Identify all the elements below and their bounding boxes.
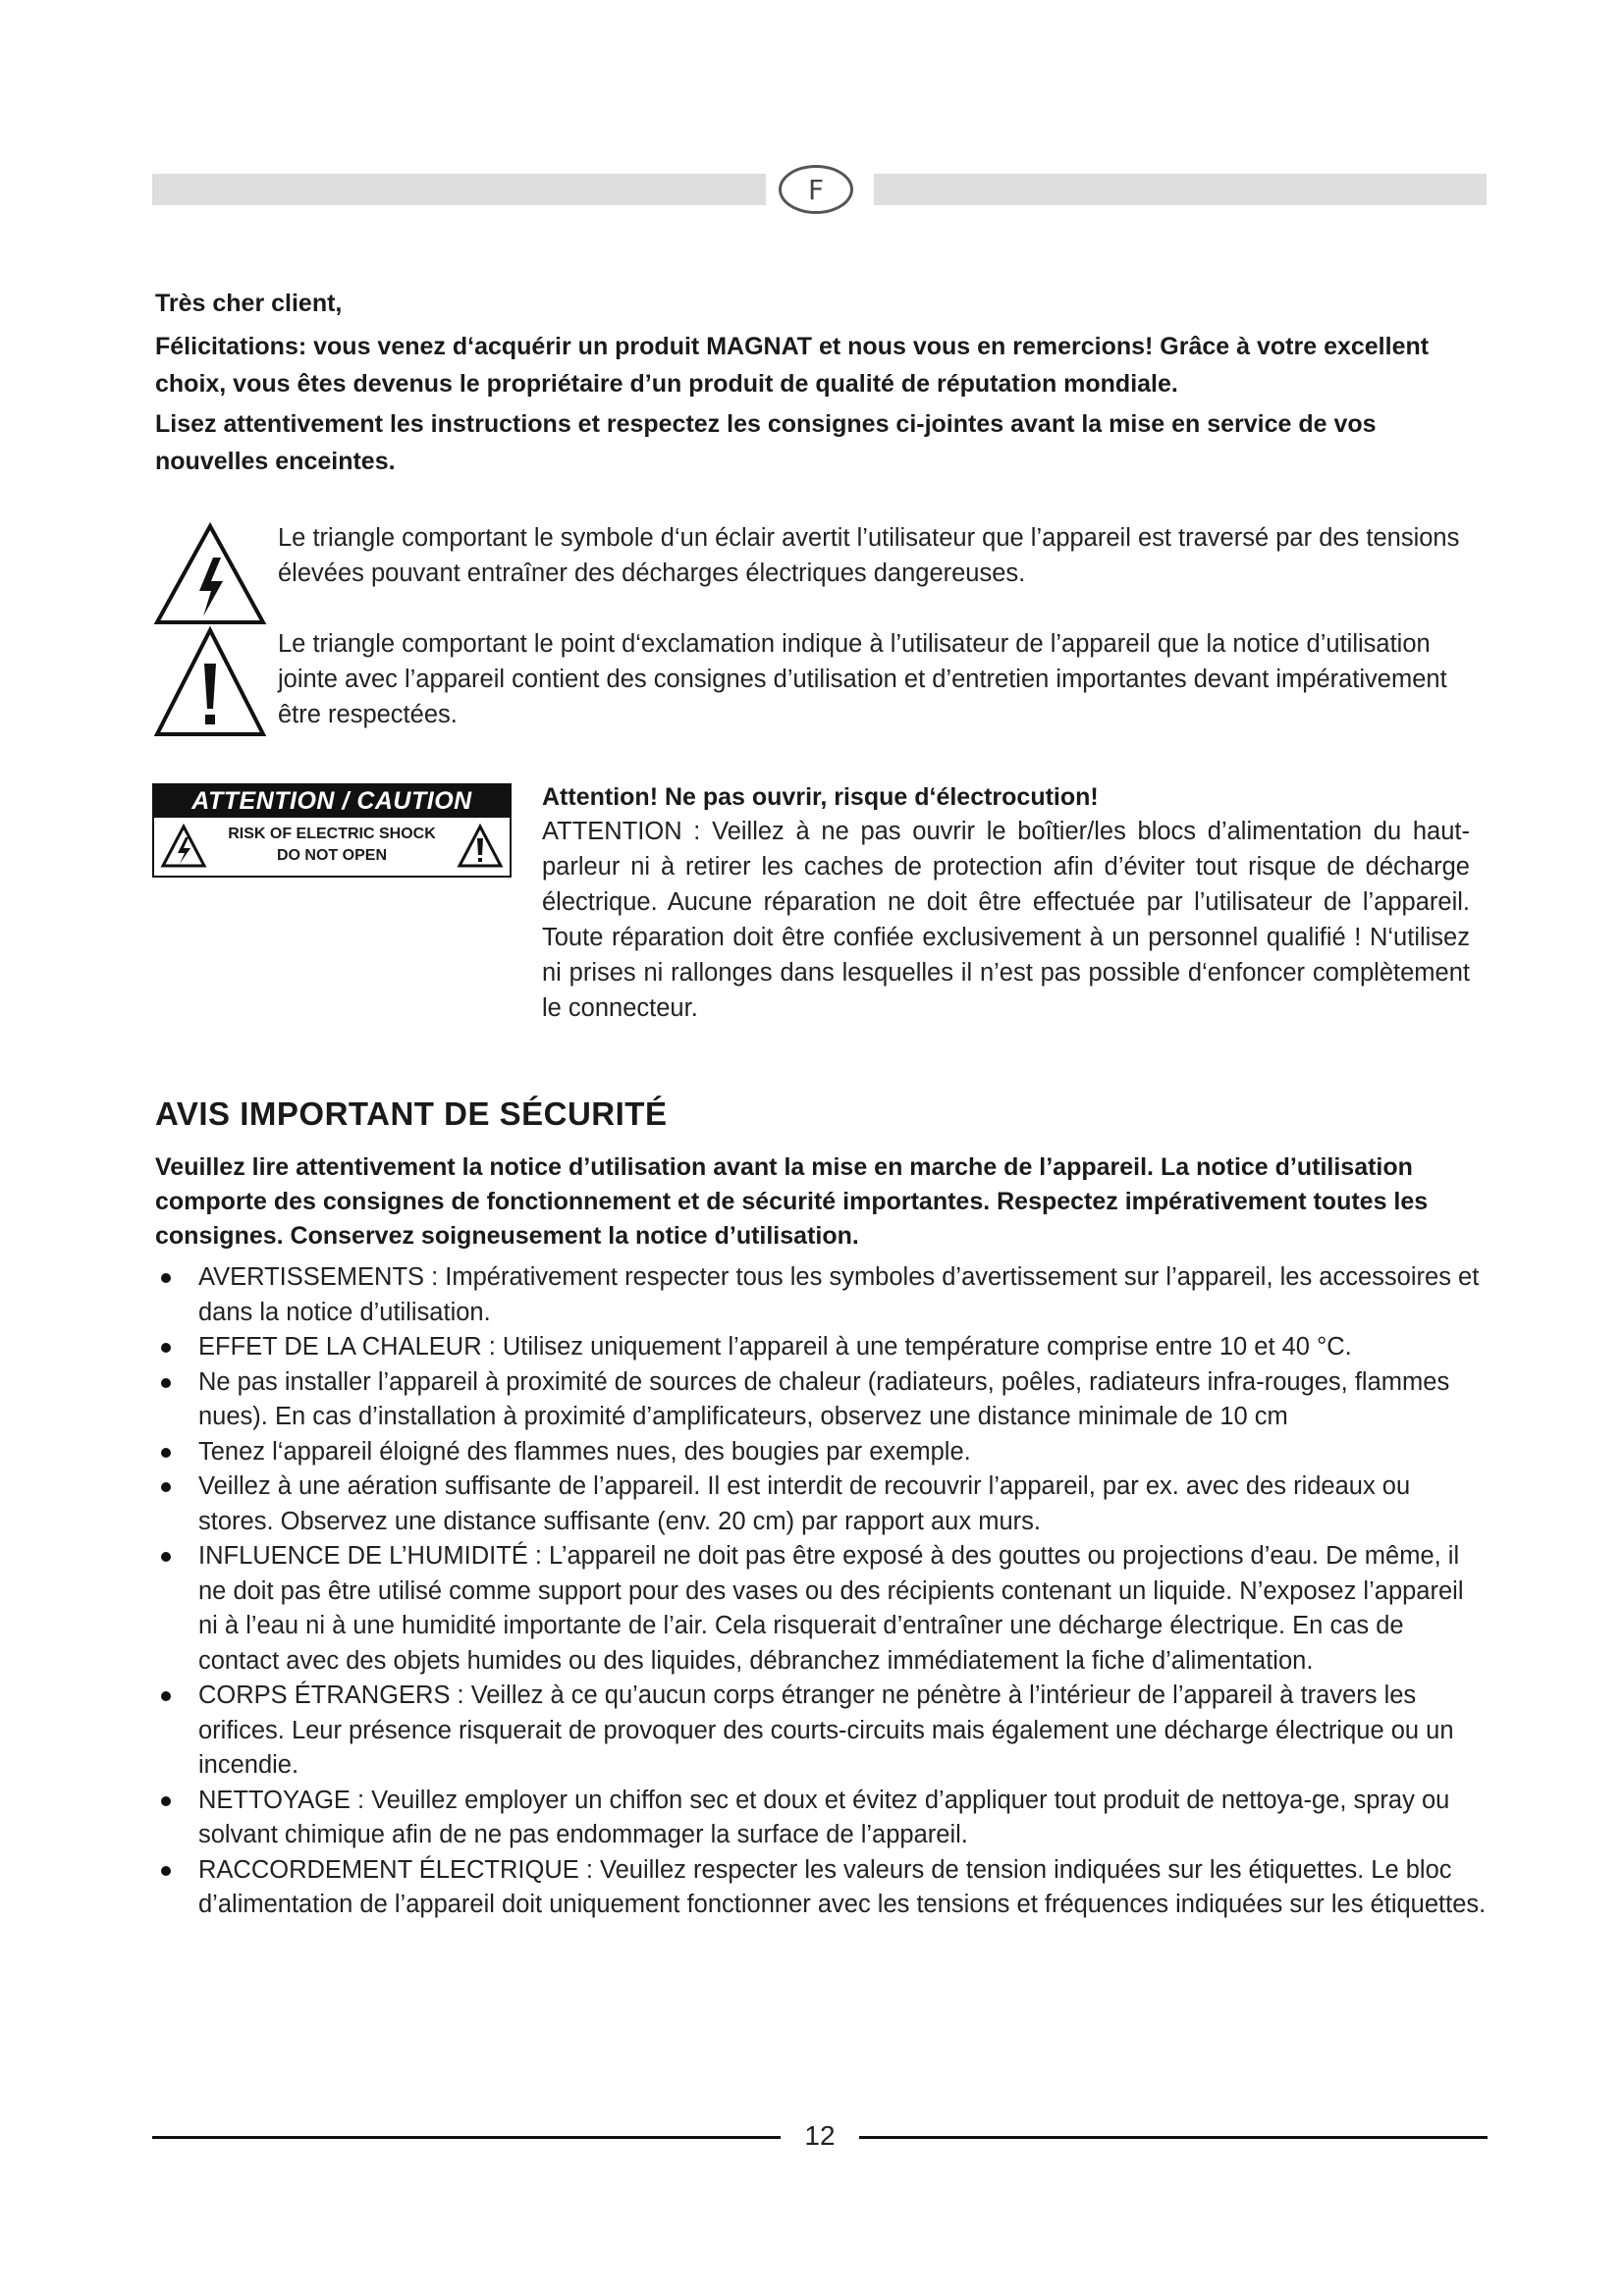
list-item: AVERTISSEMENTS : Impérativement respecter tous les symboles d’avertissement sur l’appareil, les accessoires et dans la notice d’utilisation.	[155, 1260, 1487, 1330]
list-item: EFFET DE LA CHALEUR : Utilisez uniquement l’appareil à une température comprise entre 10 et 40 °C.	[155, 1330, 1487, 1365]
caution-label-title: ATTENTION / CAUTION	[154, 785, 510, 818]
list-item: Ne pas installer l’appareil à proximité de sources de chaleur (radiateurs, poêles, radiateurs infra-rouges, flammes nues). En cas d’installation à proximité d’amplificateurs, observez une distance minimale de 10 cm	[155, 1365, 1487, 1435]
read-instructions-text: Lisez attentivement les instructions et respectez les consignes ci-jointes avant la mise en service de vos nouvelles enceintes.	[155, 410, 1377, 475]
safety-intro: Veuillez lire attentivement la notice d’utilisation avant la mise en marche de l’appareil. La notice d’utilisation comporte des consignes de fonctionnement et de sécurité importantes. Respectez impérativement toutes les consignes. Conservez soigneusement la notice d’utilisation.	[155, 1153, 1429, 1250]
bullet-icon	[161, 1552, 171, 1562]
page-number: 12	[804, 2120, 836, 2151]
caution-label-line2: DO NOT OPEN	[276, 847, 387, 864]
header-band-right	[874, 174, 1487, 205]
bullet-icon	[161, 1273, 171, 1283]
caution-label	[152, 783, 512, 878]
greeting: Très cher client,	[155, 290, 343, 317]
congratulations-text: Félicitations: vous venez d‘acquérir un produit MAGNAT et nous vous en remercions! Grâce à votre excellent choix, vous êtes devenus le propriétaire d’un produit de qualité de réputation mondiale.	[155, 333, 1430, 398]
lightning-warning-text: Le triangle comportant le symbole d‘un éclair avertit l’utilisateur que l’appareil est traversé par des tensions élevées pouvant entraîner des décharges électriques dangereuses.	[278, 524, 1460, 587]
bullet-icon	[161, 1448, 171, 1458]
bullet-icon	[161, 1866, 171, 1876]
footer-rule-left	[152, 2136, 781, 2139]
caution-exclamation-icon	[457, 824, 504, 869]
footer-rule-right	[859, 2136, 1488, 2139]
safety-section-title: AVIS IMPORTANT DE SÉCURITÉ	[155, 1095, 668, 1132]
exclamation-warning-text: Le triangle comportant le point d‘exclamation indique à l’utilisateur de l’appareil que la notice d’utilisation jointe avec l’appareil contient des consignes d’utilisation et d’entretien importantes devant impérativement être respectées.	[278, 630, 1447, 728]
list-item: Veillez à une aération suffisante de l’appareil. Il est interdit de recouvrir l’appareil, par ex. avec des rideaux ou stores. Observez une distance suffisante (env. 20 cm) par rapport aux murs.	[155, 1469, 1487, 1539]
attention-block	[542, 780, 1470, 1026]
attention-body: ATTENTION : Veillez à ne pas ouvrir le boîtier/les blocs d’alimentation du haut-parleur ni à retirer les caches de protection afin d’éviter tout risque de décharge électrique. Aucune réparation ne doit être effectuée par l’utilisateur de l’appareil. Toute réparation doit être confiée exclusivement à un personnel qualifié ! N‘utilisez ni prises ni rallonges dans lesquelles il n’est pas possible d‘enfoncer complètement le connecteur.	[542, 818, 1470, 1022]
list-item: NETTOYAGE : Veuillez employer un chiffon sec et doux et évitez d’appliquer tout produit de nettoya-ge, spray ou solvant chimique afin de ne pas endommager la surface de l’appareil.	[155, 1784, 1487, 1853]
caution-label-line1: RISK OF ELECTRIC SHOCK	[228, 826, 436, 842]
exclamation-warning-icon	[152, 626, 268, 739]
list-item: RACCORDEMENT ÉLECTRIQUE : Veuillez respecter les valeurs de tension indiquées sur les étiquettes. Le bloc d’alimentation de l’appareil doit uniquement fonctionner avec les tensions et fréquences indiquées sur les étiquettes.	[155, 1853, 1487, 1923]
bullet-icon	[161, 1378, 171, 1388]
safety-list	[155, 1260, 1487, 1923]
attention-title: Attention! Ne pas ouvrir, risque d‘électrocution!	[542, 783, 1099, 811]
list-item: CORPS ÉTRANGERS : Veillez à ce qu’aucun corps étranger ne pénètre à l’intérieur de l’appareil à travers les orifices. Leur présence risquerait de provoquer des courts-circuits mais également une décharge électrique ou un incendie.	[155, 1679, 1487, 1784]
list-item: INFLUENCE DE L’HUMIDITÉ : L’appareil ne doit pas être exposé à des gouttes ou projections d’eau. De même, il ne doit pas être utilisé comme support pour des vases ou des récipients contenant un liquide. N’exposez l’appareil ni à l’eau ni à une humidité importante de l’air. Cela risquerait d’entraîner une décharge électrique. En cas de contact avec des objets humides ou des liquides, débranchez immédiatement la fiche d’alimentation.	[155, 1539, 1487, 1679]
list-item: Tenez l‘appareil éloigné des flammes nues, des bougies par exemple.	[155, 1435, 1487, 1470]
header-band-left	[152, 174, 766, 205]
bullet-icon	[161, 1482, 171, 1492]
bullet-icon	[161, 1796, 171, 1806]
bullet-icon	[161, 1691, 171, 1701]
lightning-warning-icon	[152, 520, 268, 628]
bullet-icon	[161, 1343, 171, 1353]
language-badge: F	[779, 165, 853, 214]
